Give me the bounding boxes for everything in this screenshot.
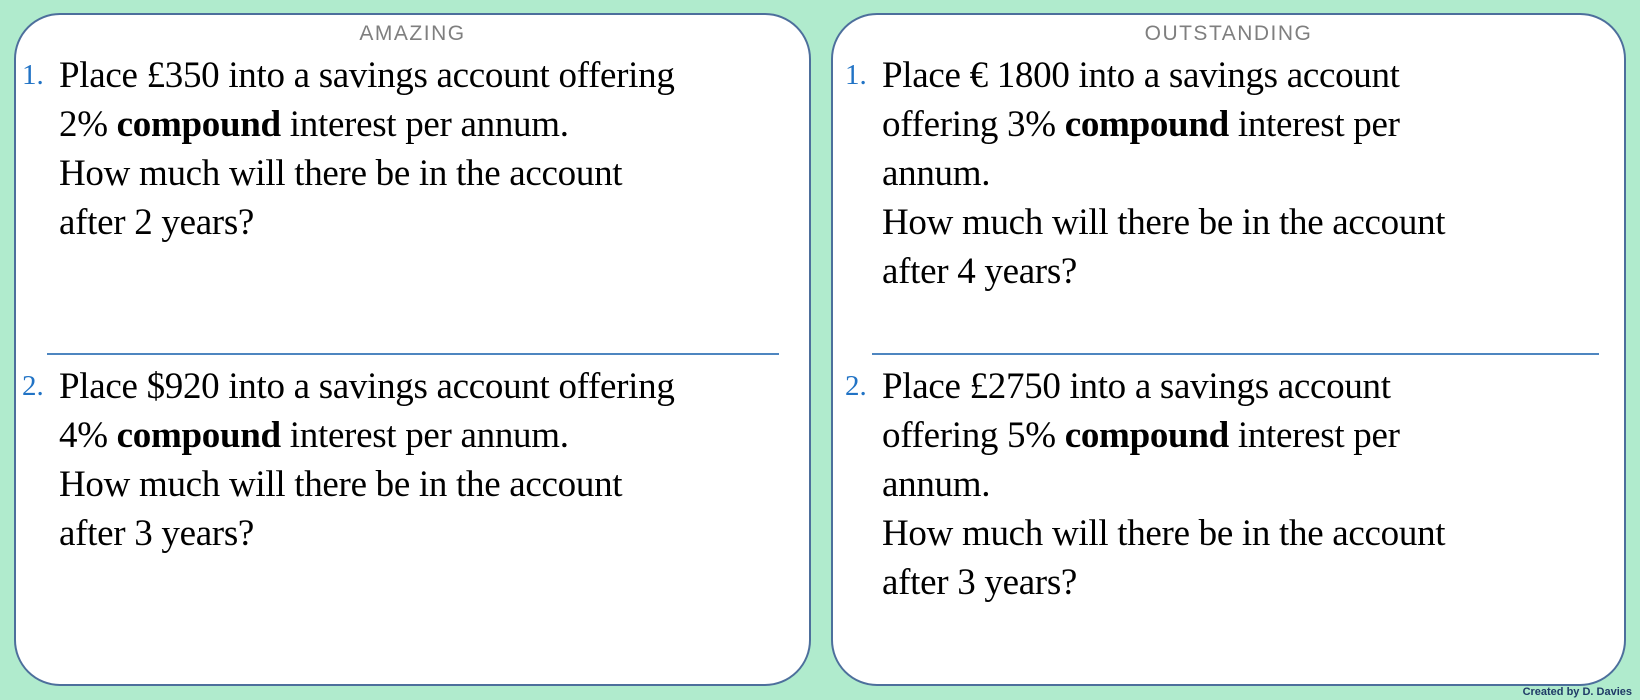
question-line: after 2 years?: [59, 202, 255, 243]
question-line: 4% compound interest per annum.: [59, 415, 569, 456]
question-number: 1.: [22, 59, 44, 91]
credit-text: Created by D. Davies: [1522, 686, 1632, 698]
question-number: 1.: [845, 59, 867, 91]
question-item: [845, 51, 1446, 296]
question-divider: [872, 353, 1599, 355]
question-item: [845, 362, 1446, 607]
outstanding-panel-title: OUTSTANDING: [1144, 22, 1313, 45]
question-line: 2% compound interest per annum.: [59, 104, 569, 145]
question-line: Place £350 into a savings account offering: [59, 55, 675, 96]
question-line: How much will there be in the account: [59, 153, 623, 194]
amazing-panel-title: AMAZING: [359, 22, 466, 45]
question-line: after 3 years?: [882, 562, 1078, 603]
question-line: annum.: [882, 153, 991, 194]
question-number: 2.: [22, 370, 44, 402]
amazing-panel: [14, 13, 811, 686]
question-line: annum.: [882, 464, 991, 505]
question-line: offering 5% compound interest per: [882, 415, 1400, 456]
question-line: after 3 years?: [59, 513, 255, 554]
question-item: [22, 362, 675, 558]
question-line: offering 3% compound interest per: [882, 104, 1400, 145]
question-number: 2.: [845, 370, 867, 402]
question-line: Place £2750 into a savings account: [882, 366, 1391, 407]
question-line: Place € 1800 into a savings account: [882, 55, 1400, 96]
question-divider: [47, 353, 779, 355]
question-line: How much will there be in the account: [59, 464, 623, 505]
question-line: How much will there be in the account: [882, 202, 1446, 243]
question-line: Place $920 into a savings account offering: [59, 366, 675, 407]
question-line: after 4 years?: [882, 251, 1078, 292]
outstanding-panel: [831, 13, 1626, 686]
question-item: [22, 51, 675, 247]
question-line: How much will there be in the account: [882, 513, 1446, 554]
